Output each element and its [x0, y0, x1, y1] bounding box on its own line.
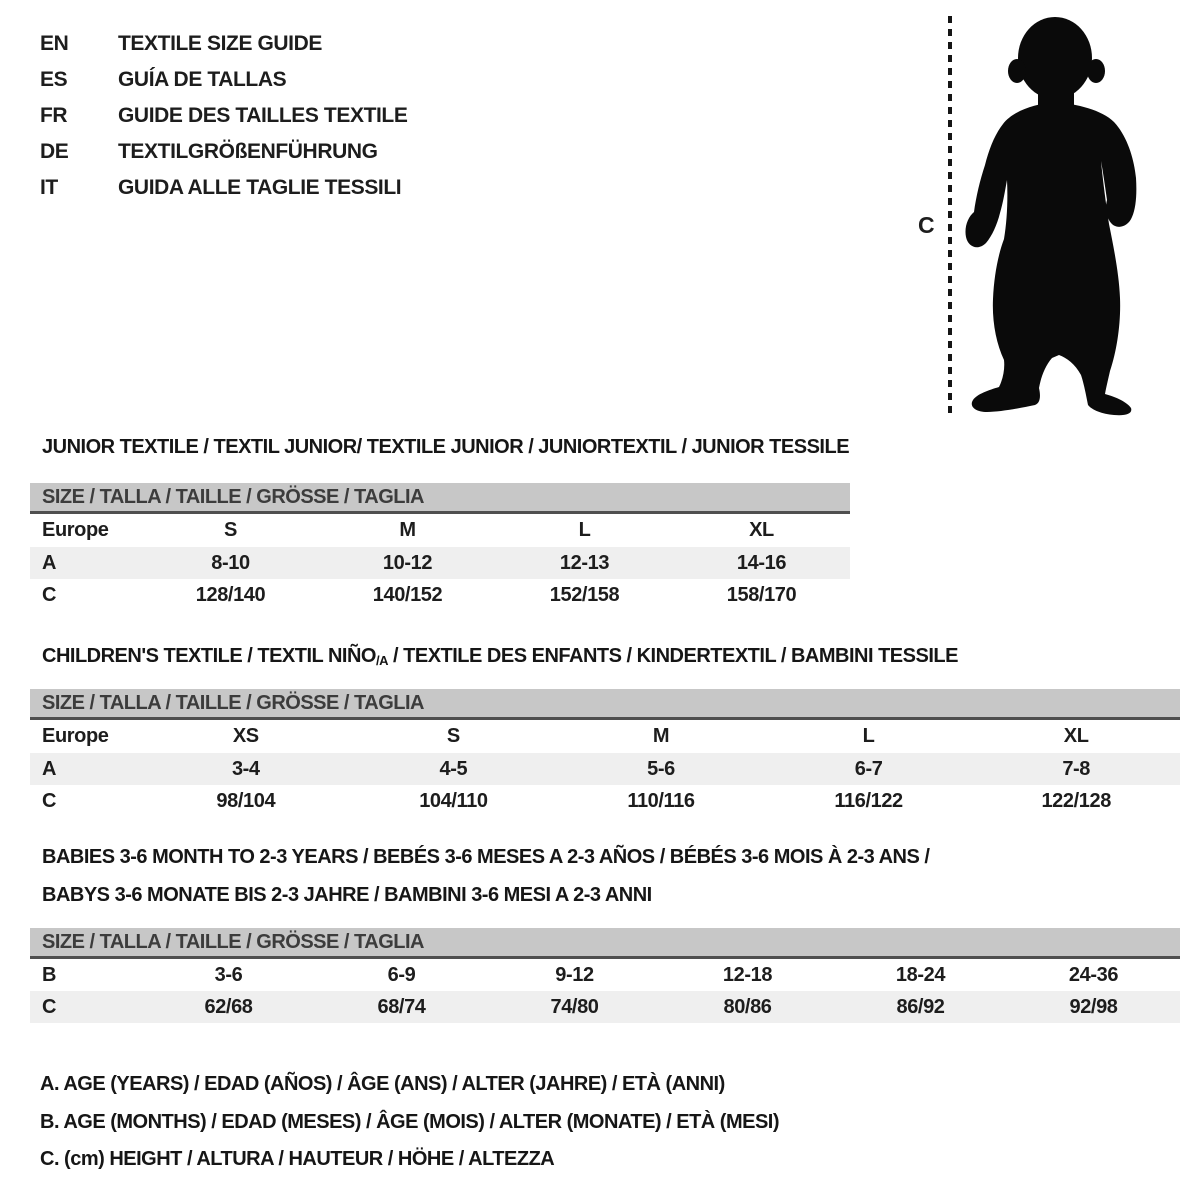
- row-label: C: [42, 583, 57, 606]
- babies-section-title-line2: BABYS 3-6 MONATE BIS 2-3 JAHRE / BAMBINI 3-6 MESI A 2-3 ANNI: [42, 884, 652, 906]
- measurement-legend: [40, 1066, 779, 1179]
- junior-columns-row: [30, 513, 850, 548]
- children-title-sub: /A: [375, 653, 388, 668]
- lang-code: IT: [40, 176, 58, 199]
- lang-label: TEXTILGRÖßENFÜHRUNG: [118, 140, 378, 163]
- size-header-bar: SIZE / TALLA / TAILLE / GRÖSSE / TAGLIA: [30, 483, 850, 513]
- cell: 140/152: [372, 583, 443, 606]
- lang-label: GUÍA DE TALLAS: [118, 68, 287, 91]
- children-title-suffix: / TEXTILE DES ENFANTS / KINDERTEXTIL / BAMBINI TESSILE: [387, 645, 958, 667]
- babies-size-table: [30, 928, 1180, 1023]
- column-header: XL: [749, 519, 774, 541]
- lang-code: DE: [40, 140, 69, 163]
- height-dashed-line: [948, 16, 952, 416]
- cell: 18-24: [895, 963, 946, 986]
- children-title-prefix: CHILDREN'S TEXTILE / TEXTIL NIÑO: [42, 645, 376, 667]
- cell: 14-16: [736, 551, 787, 574]
- size-header-bar: SIZE / TALLA / TAILLE / GRÖSSE / TAGLIA: [30, 928, 1180, 958]
- size-header-bar: SIZE / TALLA / TAILLE / GRÖSSE / TAGLIA: [30, 689, 1180, 719]
- cell: 3-4: [231, 757, 260, 780]
- lang-code: FR: [40, 104, 68, 127]
- cell: 8-10: [211, 551, 250, 574]
- cell: 122/128: [1041, 789, 1111, 812]
- cell: 152/158: [549, 583, 620, 606]
- lang-label: GUIDA ALLE TAGLIE TESSILI: [118, 176, 402, 199]
- cell: 128/140: [195, 583, 266, 606]
- lang-label: TEXTILE SIZE GUIDE: [118, 32, 322, 55]
- row-label: C: [42, 789, 57, 812]
- row-label: C: [42, 995, 57, 1018]
- cell: 4-5: [439, 757, 468, 780]
- cell: 116/122: [834, 789, 903, 812]
- language-title-block: [40, 26, 407, 206]
- children-size-table: [30, 689, 1180, 817]
- cell: 6-7: [854, 757, 883, 780]
- legend-line-a: A. AGE (YEARS) / EDAD (AÑOS) / ÂGE (ANS) / ALTER (JAHRE) / ETÀ (ANNI): [40, 1073, 725, 1095]
- lang-row-es: [40, 62, 407, 98]
- cell: 74/80: [550, 995, 599, 1018]
- table-row-a: [30, 547, 850, 579]
- column-header: XS: [232, 725, 259, 747]
- babies-section-title-line1: BABIES 3-6 MONTH TO 2-3 YEARS / BEBÉS 3-6 MESES A 2-3 AÑOS / BÉBÉS 3-6 MOIS À 2-3 ANS /: [42, 846, 930, 868]
- cell: 12-13: [559, 551, 610, 574]
- table-row-c: [30, 991, 1180, 1023]
- cell: 158/170: [726, 583, 797, 606]
- row-label: A: [42, 757, 57, 780]
- cell: 6-9: [387, 963, 416, 986]
- lang-row-fr: [40, 98, 407, 134]
- lang-row-it: [40, 170, 407, 206]
- cell: 110/116: [627, 789, 695, 812]
- children-section-title: [42, 645, 958, 668]
- cell: 5-6: [647, 757, 675, 780]
- cell: 98/104: [216, 789, 276, 812]
- column-header: S: [224, 519, 237, 541]
- lang-row-de: [40, 134, 407, 170]
- legend-line-b: B. AGE (MONTHS) / EDAD (MESES) / ÂGE (MOIS) / ALTER (MONATE) / ETÀ (MESI): [40, 1110, 780, 1133]
- measure-label-c: C: [918, 212, 935, 238]
- cell: 9-12: [555, 963, 594, 986]
- junior-size-table: [30, 483, 850, 611]
- column-header: L: [862, 725, 875, 747]
- cell: 86/92: [896, 995, 945, 1018]
- cell: 12-18: [722, 963, 773, 986]
- toddler-silhouette-image: [962, 14, 1142, 419]
- cell: 7-8: [1062, 757, 1091, 780]
- cell: 3-6: [214, 963, 243, 986]
- children-columns-row: [30, 719, 1180, 754]
- column-header: M: [399, 519, 416, 541]
- column-header: L: [578, 519, 591, 541]
- lang-row-en: [40, 26, 407, 62]
- column-header: S: [446, 725, 460, 747]
- table-row-b: [30, 958, 1180, 992]
- table-row-a: [30, 753, 1180, 785]
- row-label: A: [42, 551, 57, 574]
- column-header: XL: [1063, 725, 1089, 747]
- cell: 62/68: [204, 995, 253, 1018]
- region-label: Europe: [42, 519, 109, 541]
- lang-code: EN: [40, 32, 69, 55]
- cell: 104/110: [419, 789, 488, 812]
- cell: 24-36: [1068, 963, 1119, 986]
- table-row-c: [30, 579, 850, 611]
- cell: 68/74: [377, 995, 426, 1018]
- lang-label: GUIDE DES TAILLES TEXTILE: [118, 104, 408, 127]
- table-row-c: [30, 785, 1180, 817]
- column-header: M: [652, 725, 670, 747]
- cell: 10-12: [382, 551, 433, 574]
- junior-section-title: JUNIOR TEXTILE / TEXTIL JUNIOR/ TEXTILE JUNIOR / JUNIORTEXTIL / JUNIOR TESSILE: [42, 436, 850, 458]
- row-label: B: [42, 963, 57, 986]
- cell: 92/98: [1069, 995, 1118, 1018]
- region-label: Europe: [42, 725, 109, 747]
- cell: 80/86: [723, 995, 772, 1018]
- lang-code: ES: [40, 68, 68, 91]
- legend-line-c: C. (cm) HEIGHT / ALTURA / HAUTEUR / HÖHE / ALTEZZA: [40, 1148, 555, 1170]
